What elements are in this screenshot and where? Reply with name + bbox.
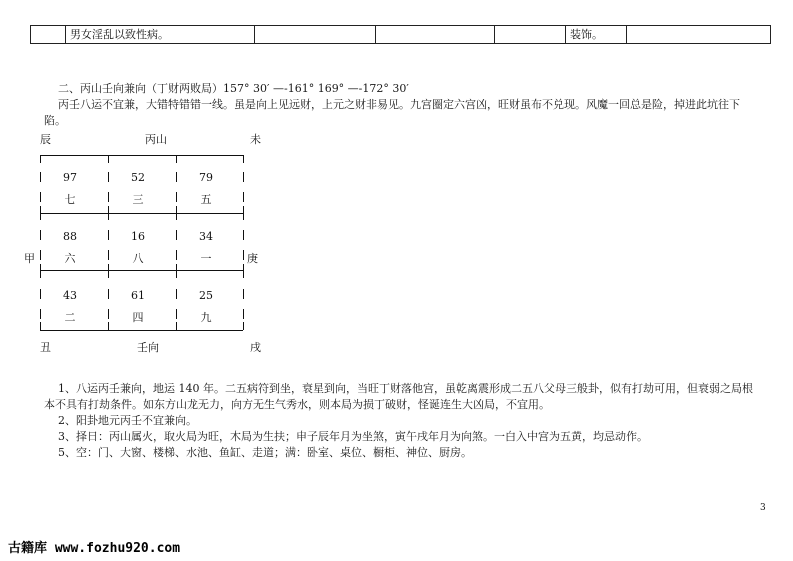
direction-label-left: 甲 <box>24 252 35 265</box>
grid-tick <box>176 264 177 278</box>
grid-tick <box>108 230 109 240</box>
grid-tick <box>40 192 41 202</box>
cell-period-star: 七 <box>64 193 76 206</box>
cell-period-star: 六 <box>64 252 76 265</box>
grid-tick <box>243 172 244 182</box>
table-cell: 装饰。 <box>566 26 627 44</box>
cell-period-star: 五 <box>200 193 212 206</box>
grid-tick <box>176 172 177 182</box>
direction-label-top-center: 丙山 <box>145 133 167 146</box>
table-cell <box>255 26 376 44</box>
cell-star-numbers: 79 <box>199 171 213 184</box>
grid-tick <box>108 264 109 278</box>
grid-tick <box>40 289 41 299</box>
cell-period-star: 八 <box>132 252 144 265</box>
grid-tick <box>108 250 109 260</box>
grid-tick <box>108 206 109 220</box>
grid-tick <box>176 250 177 260</box>
grid-tick <box>176 230 177 240</box>
cell-period-star: 一 <box>200 252 212 265</box>
grid-tick <box>243 322 244 330</box>
grid-tick <box>243 192 244 202</box>
table-row <box>31 26 771 44</box>
grid-line <box>40 270 243 271</box>
intro-line: 丙壬八运不宜兼，大错特错错一线。虽是向上见远财，上元之财非易见。九宫圈定六宫凶，旺财虽布不兑现。风魔一回总是险，掉进此坑往下 <box>58 98 740 111</box>
cell-star-numbers: 88 <box>63 230 77 243</box>
direction-label-top-right: 未 <box>250 133 261 146</box>
grid-line <box>40 213 243 214</box>
cell-star-numbers: 97 <box>63 171 77 184</box>
grid-tick <box>108 192 109 202</box>
cell-star-numbers: 34 <box>199 230 213 243</box>
grid-tick <box>243 250 244 260</box>
cell-star-numbers: 52 <box>131 171 145 184</box>
grid-tick <box>40 264 41 278</box>
grid-tick <box>176 309 177 319</box>
cell-star-numbers: 43 <box>63 289 77 302</box>
note-line: 1、八运丙壬兼向，地运 140 年。二五病符到坐，衰星到向，当旺丁财落他宫，虽乾离震形成二五八父母三般卦，似有打劫可用，但衰弱之局根 <box>58 382 753 395</box>
direction-label-bottom-center: 壬向 <box>137 341 159 354</box>
intro-paragraph <box>44 97 774 129</box>
grid-tick <box>243 230 244 240</box>
grid-tick <box>243 206 244 220</box>
grid-tick <box>40 230 41 240</box>
cell-star-numbers: 61 <box>131 289 145 302</box>
table-cell: 男女淫乱以致性病。 <box>66 26 255 44</box>
cell-period-star: 三 <box>132 193 144 206</box>
note-line: 本不具有打劫条件。如东方山龙无力，向方无生气秀水，则本局为损丁破财，怪诞连生大凶局，不宜用。 <box>44 398 550 411</box>
page-number: 3 <box>760 503 766 513</box>
grid-tick <box>108 289 109 299</box>
note-line: 3、择日：丙山属火，取火局为旺，木局为生扶；申子辰年月为坐煞，寅午戌年月为向煞。一白入中宫为五黄，均忌动作。 <box>58 430 648 443</box>
table-cell <box>495 26 566 44</box>
section-heading: 二、丙山壬向兼向（丁财两败局）157° 30′ —-161° 169° —-172° 30′ <box>58 82 409 95</box>
direction-label-bottom-left: 丑 <box>40 341 51 354</box>
grid-tick <box>40 250 41 260</box>
grid-tick <box>108 155 109 163</box>
cell-period-star: 二 <box>64 311 76 324</box>
grid-tick <box>176 322 177 330</box>
direction-label-top-left: 辰 <box>40 133 51 146</box>
grid-tick <box>40 309 41 319</box>
intro-line: 陷。 <box>44 114 66 127</box>
grid-tick <box>243 264 244 278</box>
table-cell <box>627 26 771 44</box>
cell-period-star: 九 <box>200 311 212 324</box>
notes-section <box>44 381 774 461</box>
grid-tick <box>176 192 177 202</box>
grid-tick <box>40 206 41 220</box>
direction-label-bottom-right: 戌 <box>250 341 261 354</box>
grid-tick <box>176 289 177 299</box>
grid-tick <box>243 289 244 299</box>
grid-tick <box>176 155 177 163</box>
cell-star-numbers: 25 <box>199 289 213 302</box>
cell-star-numbers: 16 <box>131 230 145 243</box>
table-cell <box>376 26 495 44</box>
table-cell <box>31 26 66 44</box>
grid-tick <box>108 309 109 319</box>
cell-period-star: 四 <box>132 311 144 324</box>
grid-tick <box>40 322 41 330</box>
note-line: 2、阳卦地元丙壬不宜兼向。 <box>58 414 197 427</box>
top-table-fragment <box>30 25 771 44</box>
grid-tick <box>176 206 177 220</box>
grid-tick <box>243 155 244 163</box>
grid-line <box>40 330 243 331</box>
grid-tick <box>108 172 109 182</box>
grid-tick <box>40 172 41 182</box>
grid-tick <box>40 155 41 163</box>
note-line: 5、空：门、大窗、楼梯、水池、鱼缸、走道；满：卧室、桌位、橱柜、神位、厨房。 <box>58 446 472 459</box>
direction-label-right: 庚 <box>247 252 258 265</box>
grid-tick <box>243 309 244 319</box>
grid-tick <box>108 322 109 330</box>
grid-line <box>40 155 243 156</box>
site-watermark: 古籍库 www.fozhu920.com <box>8 541 181 556</box>
